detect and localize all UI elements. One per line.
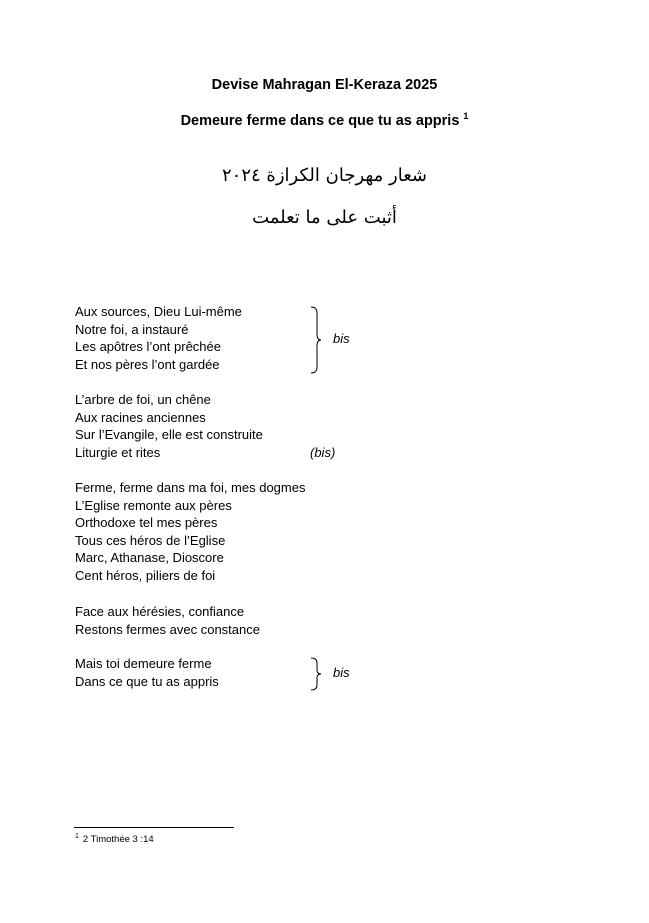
stanza-2 [75, 391, 263, 461]
document-subtitle [0, 113, 649, 129]
verse-line: L’arbre de foi, un chêne [75, 392, 211, 407]
footnote-separator [74, 827, 234, 828]
verse-line: Restons fermes avec constance [75, 621, 260, 637]
arabic-subtitle: أثبت على ما تعلمت [252, 207, 397, 228]
stanza-4 [75, 603, 260, 638]
document-title: Devise Mahragan El-Keraza 2025 [211, 77, 438, 93]
stanza-1 [75, 303, 242, 373]
footnote-number: 1 [75, 832, 79, 840]
verse-line: Sur l’Evangile, elle est construite [75, 427, 263, 443]
stanza-3 [75, 479, 305, 585]
footnote-text: 2 Timothée 3 :14 [82, 834, 154, 845]
verse-line: L’Eglise remonte aux pères [75, 497, 232, 513]
right-brace-icon [308, 657, 322, 691]
verse-line: Dans ce que tu as appris [75, 673, 219, 689]
verse-line: Marc, Athanase, Dioscore [75, 550, 224, 566]
verse-line: Cent héros, piliers de foi [75, 567, 216, 583]
repeat-marker: bis [333, 665, 350, 680]
repeat-marker: bis [333, 331, 350, 346]
footnote [75, 834, 154, 845]
verse-line: Aux racines anciennes [75, 409, 206, 425]
verse-line: Et nos pères l’ont gardée [75, 356, 220, 372]
verse-line: Notre foi, a instauré [75, 321, 189, 337]
footnote-reference: 1 [463, 111, 469, 122]
verse-line: Mais toi demeure ferme [75, 656, 212, 671]
verse-line: Face aux hérésies, confiance [75, 604, 245, 619]
stanza-5 [75, 655, 219, 690]
verse-line: Orthodoxe tel mes pères [75, 515, 218, 531]
verse-line: Les apôtres l’ont prêchée [75, 339, 221, 355]
verse-line: Aux sources, Dieu Lui-même [75, 304, 242, 319]
right-brace-icon [308, 305, 322, 375]
verse-line: Tous ces héros de l’Eglise [75, 532, 226, 548]
repeat-marker: (bis) [310, 445, 336, 460]
verse-line: Liturgie et rites [75, 444, 161, 460]
verse-line: Ferme, ferme dans ma foi, mes dogmes [75, 480, 306, 495]
arabic-title: شعار مهرجان الكرازة ٢٠٢٤ [222, 165, 427, 186]
subtitle-text: Demeure ferme dans ce que tu as appris [180, 113, 460, 129]
